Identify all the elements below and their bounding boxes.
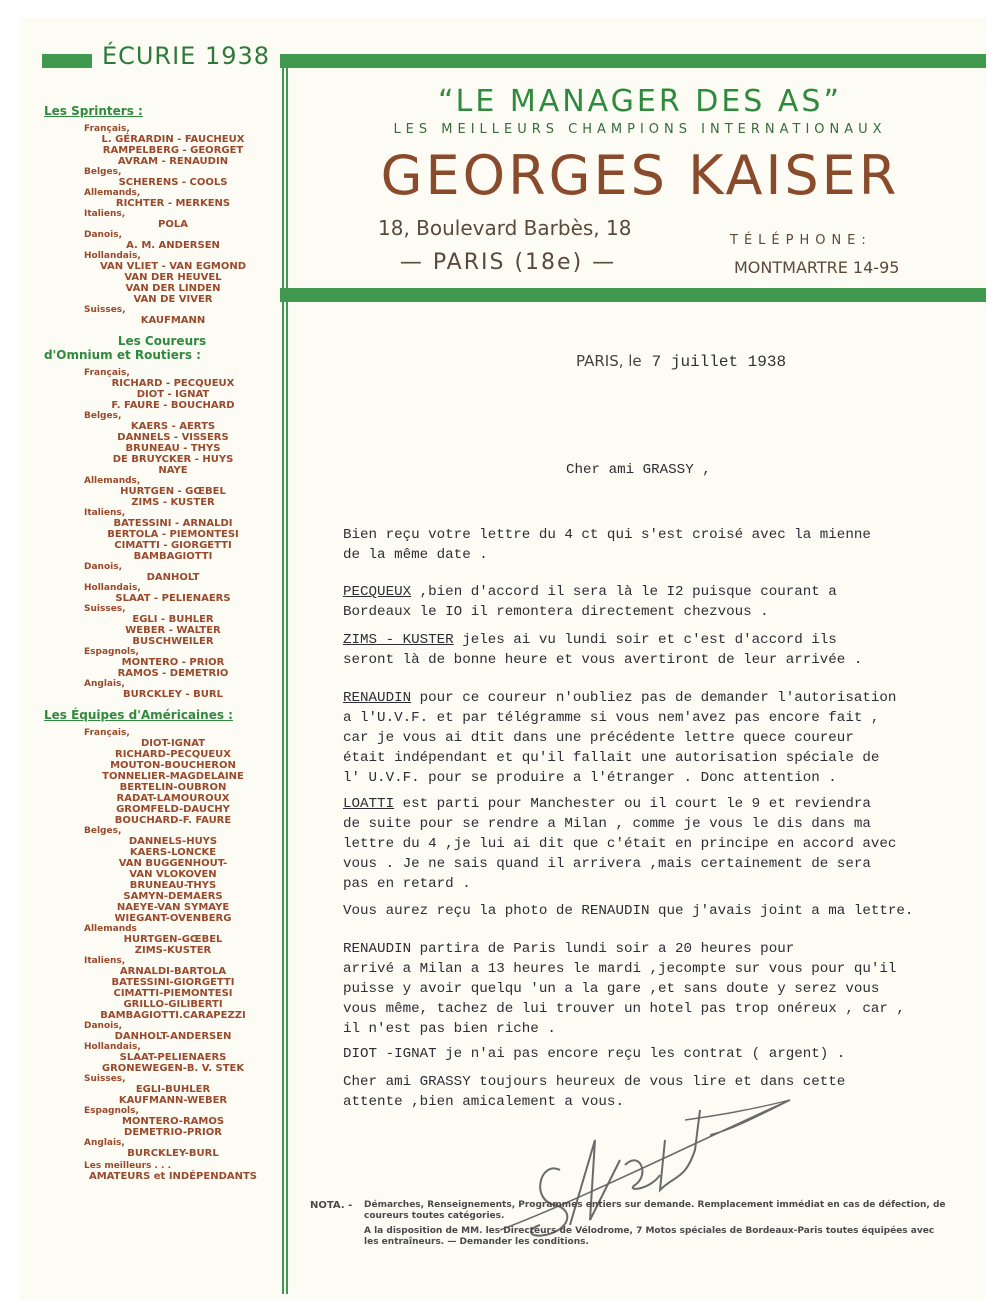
rider-line: DANHOLT-ANDERSEN	[114, 1031, 232, 1042]
nationality-label: Danois,	[84, 562, 122, 572]
p3-text: jeles ai vu lundi soir et c'est d'accord ils seront là de bonne heure et vous avertiront de leur arrivée .	[343, 632, 863, 668]
section-sprinters-title: Les Sprinters :	[44, 104, 143, 118]
rider-line: GRILLO-GILIBERTI	[123, 999, 223, 1010]
rider-line: CIMATTI-PIEMONTESI	[113, 988, 233, 999]
rider-line: EGLI-BUHLER	[135, 1084, 211, 1095]
rider-line: NAYE	[158, 465, 188, 476]
city: — PARIS (18e) —	[399, 250, 617, 275]
p5-text: est parti pour Manchester ou il court le 9 et reviendra de suite pour se rendre a Milan , comme je vous le dis dans ma lettre du 4 ,je lui ai dit que c'était en principe en accord avec vous . Je ne sais quand il arrivera ,mais certainement de sera pas en retard .	[343, 796, 897, 892]
rider-line: F. FAURE - BOUCHARD	[111, 400, 235, 411]
sidebar-right-rule	[282, 54, 284, 1294]
rider-line: BURCKLEY - BURL	[123, 689, 223, 700]
nationality-label: Anglais,	[84, 679, 125, 689]
omnium-list	[44, 368, 280, 700]
date-prefix: PARIS, le	[576, 352, 642, 370]
p3-name: ZIMS - KUSTER	[343, 632, 454, 648]
section-omnium-title	[44, 334, 280, 362]
rider-line: SLAAT - PELIENAERS	[115, 593, 231, 604]
nationality-label: Anglais,	[84, 1138, 125, 1148]
nota-line-2: coureurs toutes catégories.	[364, 1211, 505, 1221]
paragraph-4	[343, 688, 993, 788]
rider-line: A. M. ANDERSEN	[126, 240, 220, 251]
sprinters-list	[44, 124, 280, 326]
rider-line: SAMYN-DEMAERS	[123, 891, 223, 902]
nationality-label: Italiens,	[84, 956, 126, 966]
sidebar-roster	[44, 100, 280, 1182]
rider-line: POLA	[158, 219, 188, 230]
rider-line: ZIMS - KUSTER	[131, 497, 215, 508]
nationality-label: Belges,	[84, 411, 122, 421]
rider-line: BUSCHWEILER	[132, 636, 214, 647]
rider-line: BOUCHARD-F. FAURE	[114, 815, 232, 826]
rider-line: DANNELS - VISSERS	[117, 432, 229, 443]
nationality-label: Hollandais,	[84, 583, 141, 593]
nationality-label: Français,	[84, 124, 130, 134]
rider-line: EGLI - BUHLER	[132, 614, 214, 625]
rider-line: SLAAT-PELIENAERS	[119, 1052, 227, 1063]
nationality-label: Français,	[84, 728, 130, 738]
nationality-label: Danois,	[84, 1021, 122, 1031]
nationality-label: Allemands,	[84, 476, 141, 486]
nationality-label: Suisses,	[84, 305, 126, 315]
nationality-label: Hollandais,	[84, 251, 141, 261]
nationality-label: Allemands	[84, 924, 137, 934]
rider-line: ZIMS-KUSTER	[134, 945, 212, 956]
rider-line: DANHOLT	[146, 572, 200, 583]
nota-label: NOTA. -	[310, 1200, 353, 1211]
rider-line: ARNALDI-BARTOLA	[119, 966, 227, 977]
rider-line: WEBER - WALTER	[125, 625, 221, 636]
paragraph-9: Cher ami GRASSY toujours heureux de vous lire et dans cette attente ,bien amicalement a vous.	[343, 1074, 846, 1110]
rider-line: RICHTER - MERKENS	[115, 198, 231, 209]
paragraph-5	[343, 794, 993, 894]
rider-line: KAUFMANN-WEBER	[118, 1095, 228, 1106]
manager-name: GEORGES KAISER	[380, 144, 900, 207]
rider-line: RICHARD - PECQUEUX	[111, 378, 235, 389]
nota-line-1: Démarches, Renseignements, Programmes entiers sur demande. Remplacement immédiat en cas de défection, de	[364, 1200, 946, 1210]
teams-list	[44, 728, 280, 1159]
rider-line: VAN DE VIVER	[133, 294, 213, 305]
nationality-label: Belges,	[84, 826, 122, 836]
header-top-bar	[280, 54, 986, 68]
rider-line: BURCKLEY-BURL	[127, 1148, 219, 1159]
nationality-label: Suisses,	[84, 604, 126, 614]
nationality-label: Suisses,	[84, 1074, 126, 1084]
rider-line: VAN VLIET - VAN EGMOND	[99, 261, 247, 272]
motto: “LE MANAGER DES AS”	[438, 84, 842, 119]
rider-line: BATESSINI - ARNALDI	[113, 518, 233, 529]
rider-line: GRONEWEGEN-B. V. STEK	[101, 1063, 245, 1074]
rider-line: GROMFELD-DAUCHY	[116, 804, 230, 815]
sidebar-right-rule-2	[286, 54, 288, 1294]
letter-date	[576, 352, 786, 371]
rider-line: KAERS - AERTS	[130, 421, 216, 432]
rider-line: RICHARD-PECQUEUX	[115, 749, 231, 760]
paragraph-7: RENAUDIN partira de Paris lundi soir a 20 heures pour arrivé a Milan a 13 heures le mardi ,jecompte sur vous pour qu'il puisse y avoir quelqu 'un a la gare ,et sans doute y serez vous vous même, tachez de lui trouver un hotel pas trop onéreux , car , il n'est pas bien riche .	[343, 941, 905, 1037]
nationality-label: Allemands,	[84, 188, 141, 198]
rider-line: DIOT-IGNAT	[140, 738, 206, 749]
phone-number: MONTMARTRE 14-95	[734, 258, 900, 277]
rider-line: BAMBAGIOTTI.CARAPEZZI	[100, 1010, 246, 1021]
nota-line-3: A la disposition de MM. les Directeurs de Vélodrome, 7 Motos spéciales de Bordeaux-Paris toutes équipées avec	[364, 1226, 935, 1236]
sidebar-top-bar	[42, 54, 92, 68]
rider-line: VAN VLOKOVEN	[129, 869, 217, 880]
best-label: Les meilleurs . . .	[84, 1161, 172, 1171]
rider-line: VAN DER LINDEN	[125, 283, 221, 294]
section-omnium-title-line1: Les Coureurs	[117, 334, 207, 348]
section-omnium-title-line2: d'Omnium et Routiers :	[44, 348, 201, 362]
rider-line: KAERS-LONCKE	[129, 847, 217, 858]
rider-line: NAEYE-VAN SYMAYE	[116, 902, 230, 913]
nationality-label: Hollandais,	[84, 1042, 141, 1052]
rider-line: BRUNEAU-THYS	[129, 880, 217, 891]
rider-line: BERTELIN-OUBRON	[119, 782, 227, 793]
rider-line: CIMATTI - GIORGETTI	[114, 540, 232, 551]
nationality-label: Italiens,	[84, 209, 126, 219]
header-bottom-bar	[280, 288, 986, 302]
rider-line: BAMBAGIOTTI	[133, 551, 213, 562]
phone-label: TÉLÉPHONE:	[730, 233, 872, 248]
address: 18, Boulevard Barbès, 18	[378, 216, 632, 240]
rider-line: AVRAM - RENAUDIN	[117, 156, 229, 167]
p2-text: ,bien d'accord il sera là le I2 puisque courant a Bordeaux le IO il remontera directement chezvous .	[343, 584, 837, 620]
paragraph-1: Bien reçu votre lettre du 4 ct qui s'est croisé avec la mienne de la même date .	[343, 527, 871, 563]
rider-line: MONTERO - PRIOR	[121, 657, 225, 668]
nationality-label: Danois,	[84, 230, 122, 240]
rider-line: DANNELS-HUYS	[128, 836, 218, 847]
nationality-label: Italiens,	[84, 508, 126, 518]
paragraph-2	[343, 582, 993, 622]
rider-line: DE BRUYCKER - HUYS	[112, 454, 234, 465]
paragraph-6: Vous aurez reçu la photo de RENAUDIN que j'avais joint a ma lettre.	[343, 903, 914, 919]
salutation: Cher ami GRASSY ,	[566, 462, 711, 478]
section-teams-title: Les Équipes d'Américaines :	[44, 708, 233, 722]
p2-name: PECQUEUX	[343, 584, 412, 600]
rider-line: DEMETRIO-PRIOR	[124, 1127, 222, 1138]
nota-footer	[310, 1200, 960, 1248]
p4-text: pour ce coureur n'oubliez pas de demander l'autorisation a l'U.V.F. et par télégramme si vous nem'avez pas encore fait , car je vous ai dtit dans une précédente lettre quece coureur était indépendant et qu'il fallait une autorisation spéciale de l' U.V.F. pour se produire a l'étranger . Donc attention .	[343, 690, 897, 786]
rider-line: TONNELIER-MAGDELAINE	[102, 771, 244, 782]
p4-name: RENAUDIN	[343, 690, 412, 706]
stable-title: ÉCURIE 1938	[101, 42, 271, 70]
rider-line: HURTGEN - GŒBEL	[120, 486, 226, 497]
rider-line: KAUFMANN	[140, 315, 206, 326]
rider-line: VAN BUGGENHOUT-	[118, 858, 228, 869]
rider-line: HURTGEN-GŒBEL	[123, 934, 223, 945]
rider-line: BATESSINI-GIORGETTI	[111, 977, 235, 988]
nationality-label: Français,	[84, 368, 130, 378]
rider-line: L. GÉRARDIN - FAUCHEUX	[101, 134, 245, 145]
rider-line: DIOT - IGNAT	[136, 389, 210, 400]
rider-line: VAN DER HEUVEL	[124, 272, 222, 283]
date-value: 7 juillet 1938	[651, 353, 787, 371]
rider-line: SCHERENS - COOLS	[118, 177, 228, 188]
best-text: AMATEURS et INDÉPENDANTS	[88, 1171, 258, 1182]
rider-line: RADAT-LAMOUROUX	[116, 793, 230, 804]
rider-line: MONTERO-RAMOS	[121, 1116, 225, 1127]
paragraph-8: DIOT -IGNAT je n'ai pas encore reçu les contrat ( argent) .	[343, 1046, 846, 1062]
nota-line-4: les entraîneurs. — Demander les conditions.	[364, 1237, 589, 1247]
rider-line: WIEGANT-OVENBERG	[114, 913, 232, 924]
subtitle: LES MEILLEURS CHAMPIONS INTERNATIONAUX	[393, 122, 887, 137]
rider-line: BERTOLA - PIEMONTESI	[107, 529, 239, 540]
paragraph-3	[343, 630, 993, 670]
nationality-label: Espagnols,	[84, 647, 139, 657]
nationality-label: Espagnols,	[84, 1106, 139, 1116]
nationality-label: Belges,	[84, 167, 122, 177]
p5-name: LOATTI	[343, 796, 395, 812]
rider-line: RAMOS - DEMETRIO	[117, 668, 229, 679]
rider-line: MOUTON-BOUCHERON	[110, 760, 236, 771]
rider-line: RAMPELBERG - GEORGET	[102, 145, 244, 156]
rider-line: BRUNEAU - THYS	[125, 443, 221, 454]
